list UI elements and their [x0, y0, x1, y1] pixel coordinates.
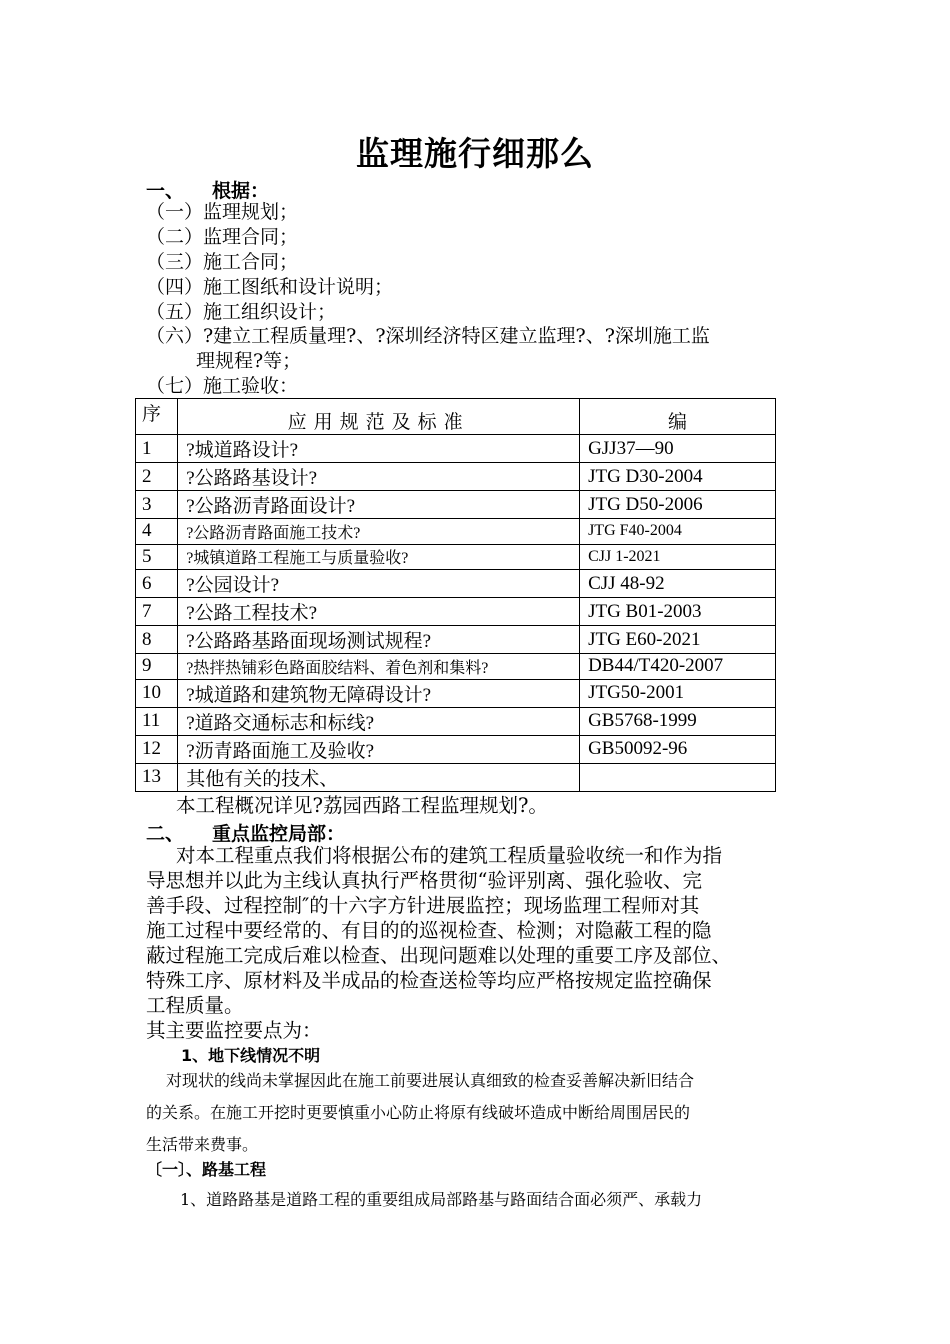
- basis-item-6-line1: （六）?建立工程质量理?、?深圳经济特区建立监理?、?深圳施工监: [146, 325, 710, 347]
- table-row: [136, 491, 776, 519]
- table-row: [136, 519, 776, 545]
- row-seq: 4: [136, 519, 178, 545]
- paragraph-line: 蔽过程施工完成后难以检查、出现问题难以处理的重要工序及部位、: [146, 944, 732, 967]
- row-code: JTG50-2001: [580, 679, 776, 707]
- row-code: JTG F40-2004: [580, 519, 776, 545]
- row-seq: 12: [136, 735, 178, 763]
- row-standard: ?道路交通标志和标线?: [178, 707, 580, 735]
- row-seq: 11: [136, 707, 178, 735]
- row-code: GJJ37—90: [580, 435, 776, 463]
- header-standard: 应用规范及标准: [178, 399, 580, 435]
- paragraph-line: 工程质量。: [146, 994, 244, 1017]
- basis-item-4: （四）施工图纸和设计说明；: [146, 276, 394, 298]
- row-seq: 9: [136, 654, 178, 680]
- section-number: 一、: [146, 180, 185, 202]
- header-code: 编: [580, 399, 776, 435]
- row-standard: ?公路路基设计?: [178, 463, 580, 491]
- paragraph-line: 对现状的线尚未掌握因此在施工前要进展认真细致的检查妥善解决新旧结合: [166, 1071, 695, 1090]
- row-standard: ?城道路设计?: [178, 435, 580, 463]
- row-standard: ?城镇道路工程施工与质量验收?: [178, 544, 580, 570]
- section-number: 二、: [146, 823, 185, 845]
- row-code: DB44/T420-2007: [580, 654, 776, 680]
- basis-item-6-line2: 理规程?等；: [196, 350, 302, 372]
- row-seq: 2: [136, 463, 178, 491]
- table-row: [136, 707, 776, 735]
- paragraph-line: 施工过程中要经常的、有目的的巡视检查、检测；对隐蔽工程的隐: [146, 919, 712, 942]
- row-seq: 7: [136, 598, 178, 626]
- section-title: 根据：: [212, 180, 270, 202]
- table-row: [136, 735, 776, 763]
- paragraph-line: 对本工程重点我们将根据公布的建筑工程质量验收统一和作为指: [176, 844, 723, 867]
- row-seq: 8: [136, 626, 178, 654]
- row-standard: ?公路路基路面现场测试规程?: [178, 626, 580, 654]
- paragraph-line: 导思想并以此为主线认真执行严格贯彻“验评别离、强化验收、完: [146, 869, 702, 892]
- basis-item-1: （一）监理规划；: [146, 201, 299, 223]
- paragraph-line: 特殊工序、原材料及半成品的检查送检等均应严格按规定监控确保: [146, 969, 712, 992]
- section-title: 重点监控局部：: [212, 823, 346, 845]
- basis-item-6: [146, 324, 826, 374]
- row-code: CJJ 48-92: [580, 570, 776, 598]
- document-title: 监理施行细那么: [356, 134, 594, 173]
- section-heading-basis: [146, 176, 269, 203]
- row-seq: 1: [136, 435, 178, 463]
- table-row: [136, 435, 776, 463]
- table-row: [136, 626, 776, 654]
- paragraph-line: 生活带来费事。: [146, 1135, 259, 1154]
- row-seq: 10: [136, 679, 178, 707]
- overview-text: 本工程概况详见?荔园西路工程监理规划?。: [176, 794, 548, 817]
- standards-table: [135, 398, 776, 792]
- row-standard: ?沥青路面施工及验收?: [178, 735, 580, 763]
- row-code: JTG D50-2006: [580, 491, 776, 519]
- key-control-paragraph: [146, 843, 810, 1043]
- basis-item-2: （二）监理合同；: [146, 226, 299, 248]
- main-points-line: 其主要监控要点为：: [146, 1019, 322, 1042]
- row-seq: 13: [136, 763, 178, 791]
- table-header-row: [136, 399, 776, 435]
- table-row: [136, 598, 776, 626]
- row-standard: ?公路沥青路面施工技术?: [178, 519, 580, 545]
- basis-item-5: （五）施工组织设计；: [146, 301, 337, 323]
- subheading-underground-lines: 1、地下线情况不明: [181, 1046, 321, 1065]
- row-code: CJJ 1-2021: [580, 544, 776, 570]
- row-standard: ?城道路和建筑物无障碍设计?: [178, 679, 580, 707]
- row-standard: ?热拌热铺彩色路面胶结料、着色剂和集料?: [178, 654, 580, 680]
- subgrade-paragraph-line: 1、道路路基是道路工程的重要组成局部路基与路面结合面必须严、承载力: [180, 1190, 703, 1209]
- table-row: [136, 654, 776, 680]
- section-heading-subgrade: 〔一〕、路基工程: [146, 1160, 267, 1179]
- section-heading-key-control: [146, 819, 345, 846]
- table-row: [136, 544, 776, 570]
- paragraph-line: 的关系。在施工开挖时更要慎重小心防止将原有线破坏造成中断给周围居民的: [146, 1103, 691, 1122]
- row-standard: ?公路工程技术?: [178, 598, 580, 626]
- row-seq: 3: [136, 491, 178, 519]
- row-code: JTG E60-2021: [580, 626, 776, 654]
- paragraph-line: 善手段、过程控制″的十六字方针进展监控；现场监理工程师对其: [146, 894, 700, 917]
- row-code: GB5768-1999: [580, 707, 776, 735]
- header-seq: 序: [136, 399, 178, 435]
- underground-lines-paragraph: [146, 1065, 810, 1161]
- row-code: JTG D30-2004: [580, 463, 776, 491]
- row-standard: 其他有关的技术、: [178, 763, 580, 791]
- table-row: [136, 463, 776, 491]
- row-standard: ?公园设计?: [178, 570, 580, 598]
- table-row: [136, 679, 776, 707]
- table-row: [136, 763, 776, 791]
- basis-item-3: （三）施工合同；: [146, 251, 299, 273]
- row-code: GB50092-96: [580, 735, 776, 763]
- row-code: [580, 763, 776, 791]
- row-seq: 6: [136, 570, 178, 598]
- basis-item-7: （七）施工验收：: [146, 375, 299, 397]
- table-row: [136, 570, 776, 598]
- row-seq: 5: [136, 544, 178, 570]
- row-standard: ?公路沥青路面设计?: [178, 491, 580, 519]
- row-code: JTG B01-2003: [580, 598, 776, 626]
